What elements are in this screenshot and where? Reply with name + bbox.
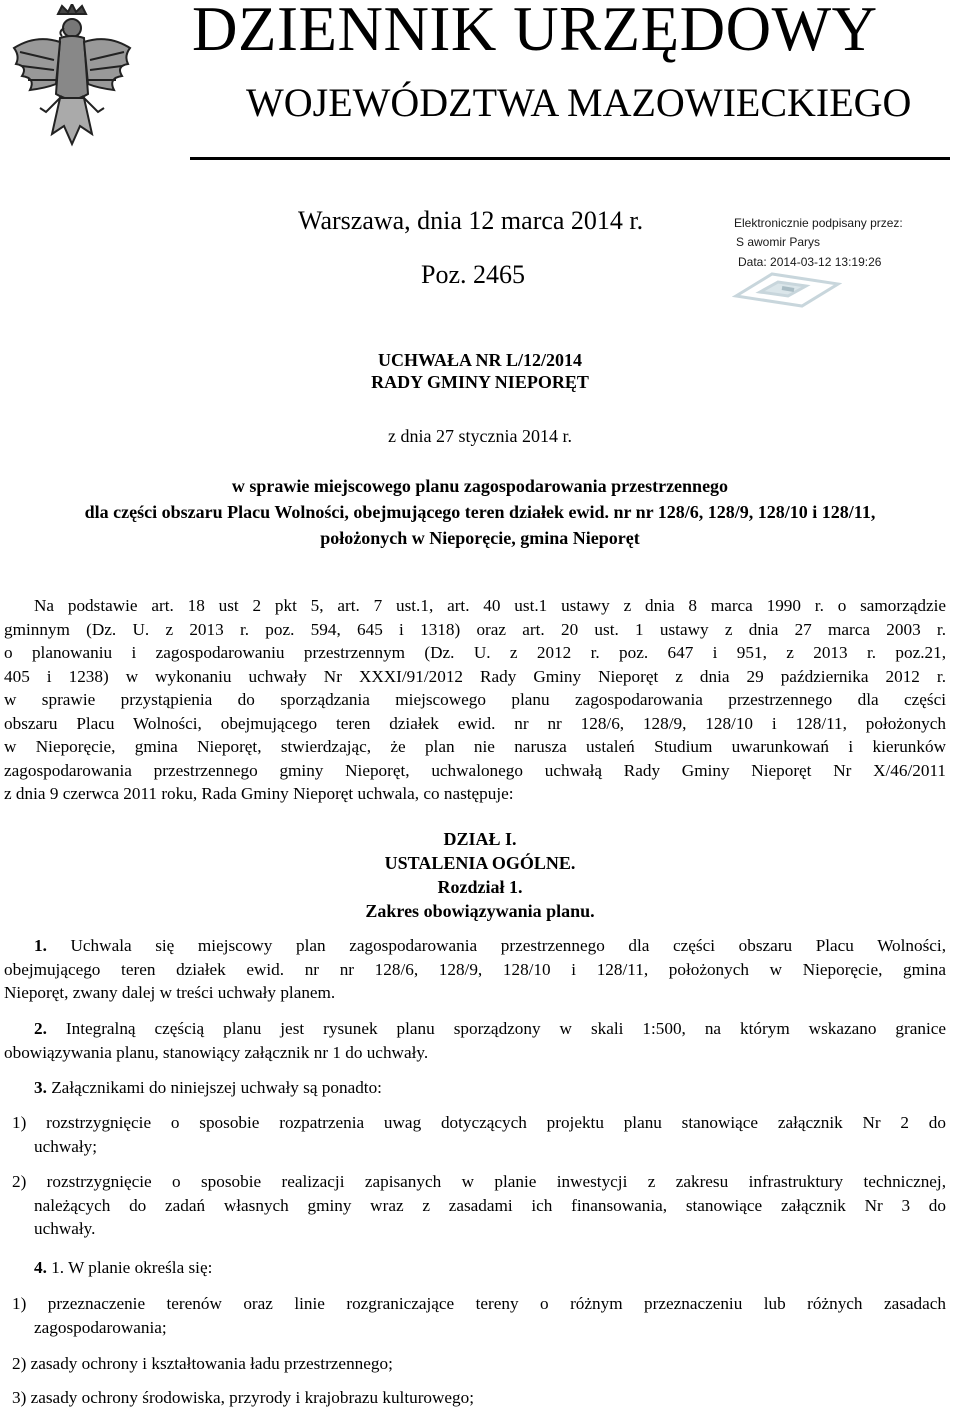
preamble-line: w Nieporęcie, gmina Nieporęt, stwierdzając, że plan nie narusza ustaleń Studium uwarunkowań i kierunków: [4, 737, 946, 756]
list-item-line: należących do zadań własnych gminy wraz z zasadami ich finansowania, stanowiące załącznik Nr 3 do: [34, 1195, 946, 1215]
polish-eagle-icon: [6, 4, 138, 154]
signature-date: Data: 2014-03-12 13:19:26: [738, 255, 882, 269]
paragraph-mark: 3.: [34, 1078, 47, 1097]
paragraph-2: [4, 1017, 946, 1064]
paragraph-line: Nieporęt, zwany dalej w treści uchwały planem.: [4, 983, 336, 1002]
list-item: [4, 1292, 946, 1339]
signature-verified-icon: [732, 268, 842, 308]
resolution-subject-line: położonych w Nieporęcie, gmina Nieporęt: [320, 528, 640, 548]
preamble-line: o planowaniu i zagospodarowaniu przestrzennym (Dz. U. z 2012 r. poz. 647 i 951, z 2013 r. poz.21,: [4, 643, 946, 662]
resolution-date: z dnia 27 stycznia 2014 r.: [388, 426, 572, 446]
paragraph-mark: 2.: [34, 1019, 47, 1038]
list-item-line: uchwały.: [34, 1219, 96, 1238]
division-number: DZIAŁ I.: [443, 829, 517, 849]
resolution-subject-line: w sprawie miejscowego planu zagospodarowania przestrzennego: [231, 476, 729, 496]
resolution-subject-line: dla części obszaru Placu Wolności, obejmującego teren działek ewid. nr nr 128/6, 128/9, 128/10 i 128/11,: [84, 502, 876, 522]
paragraph-line: obejmującego teren działek ewid. nr nr 128/6, 128/9, 128/10 i 128/11, położonych w Nieporęcie, gmina: [4, 959, 946, 979]
list-item: [4, 1352, 946, 1376]
list-item-line: 1) przeznaczenie terenów oraz linie rozgraniczające tereny o różnym przeznaczeniu lub różnych zasadach: [12, 1294, 946, 1313]
paragraph-text: 1. W planie określa się:: [51, 1258, 213, 1277]
preamble: [4, 594, 946, 806]
division-title: USTALENIA OGÓLNE.: [384, 853, 576, 873]
list-item-line: 3) zasady ochrony środowiska, przyrody i krajobrazu kulturowego;: [12, 1388, 475, 1407]
preamble-line: zagospodarowania przestrzennego gminy Nieporęt, uchwalonego uchwałą Rady Gminy Nieporęt Nr X/46/2011: [4, 760, 946, 780]
resolution-body: RADY GMINY NIEPORĘT: [371, 372, 589, 392]
position-number: Poz. 2465: [421, 260, 525, 289]
paragraph-text: Załącznikami do niniejszej uchwały są ponadto:: [51, 1078, 382, 1097]
chapter-number: Rozdział 1.: [437, 877, 523, 897]
paragraph-mark: 1.: [34, 936, 47, 955]
preamble-line: obszaru Placu Wolności, obejmującego teren działek ewid. nr nr 128/6, 128/9, 128/10 i 128/11, położonych: [4, 713, 946, 733]
preamble-line: w sprawie przystąpienia do sporządzania miejscowego planu zagospodarowania przestrzennego dla części: [4, 690, 946, 709]
preamble-line: 405 i 1238) w wykonaniu uchwały Nr XXXI/91/2012 Rady Gminy Nieporęt z dnia 29 października 2012 r.: [4, 666, 946, 686]
list-item: [4, 1170, 946, 1241]
list-item-line: 1) rozstrzygnięcie o sposobie rozpatrzenia uwag dotyczących projektu planu stanowiące załącznik Nr 2 do: [12, 1113, 946, 1132]
signature-label: Elektronicznie podpisany przez:: [734, 216, 903, 230]
gazette-title: DZIENNIK URZĘDOWY: [192, 0, 878, 64]
preamble-line: gminnym (Dz. U. z 2013 r. poz. 594, 645 i 1318) oraz art. 20 ust. 1 ustawy z dnia 27 marca 2003 r.: [4, 619, 946, 639]
list-item-line: 2) zasady ochrony i kształtowania ładu przestrzennego;: [12, 1354, 393, 1373]
gazette-subtitle: WOJEWÓDZTWA MAZOWIECKIEGO: [246, 80, 912, 125]
list-item-line: uchwały;: [34, 1136, 98, 1156]
list-item-line: 2) rozstrzygnięcie o sposobie realizacji zapisanych w planie inwestycji z zakresu infrastruktury technicznej,: [12, 1172, 946, 1191]
paragraph-3: [4, 1076, 946, 1100]
paragraph-line: [4, 1256, 946, 1280]
place-date: Warszawa, dnia 12 marca 2014 r.: [298, 206, 644, 235]
paragraph-text: Integralną częścią planu jest rysunek planu sporządzony w skali 1:500, na którym wskazano granice: [65, 1019, 946, 1038]
list-item-line: zagospodarowania;: [34, 1317, 167, 1337]
signature-name: S awomir Parys: [736, 235, 821, 249]
list-item: [4, 1386, 946, 1410]
paragraph-line: obowiązywania planu, stanowiący załącznik nr 1 do uchwały.: [4, 1042, 429, 1062]
paragraph-line: [4, 934, 946, 958]
paragraph-1: [4, 934, 946, 1005]
list-item: [4, 1111, 946, 1158]
paragraph-mark: 4.: [34, 1258, 47, 1277]
paragraph-4: [4, 1256, 946, 1280]
paragraph-text: Uchwala się miejscowy plan zagospodarowania przestrzennego dla części obszaru Placu Wolności,: [70, 936, 946, 955]
header-rule: [190, 157, 950, 160]
electronic-signature: [732, 210, 952, 310]
paragraph-line: [4, 1076, 946, 1100]
preamble-line: z dnia 9 czerwca 2011 roku, Rada Gminy Nieporęt uchwala, co następuje:: [4, 784, 514, 803]
paragraph-line: [4, 1017, 946, 1041]
chapter-title: Zakres obowiązywania planu.: [365, 901, 595, 921]
resolution-number: UCHWAŁA NR L/12/2014: [377, 350, 583, 370]
preamble-line: Na podstawie art. 18 ust 2 pkt 5, art. 7 ust.1, art. 40 ust.1 ustawy z dnia 8 marca 1990 r. o samorządzie: [34, 596, 946, 615]
